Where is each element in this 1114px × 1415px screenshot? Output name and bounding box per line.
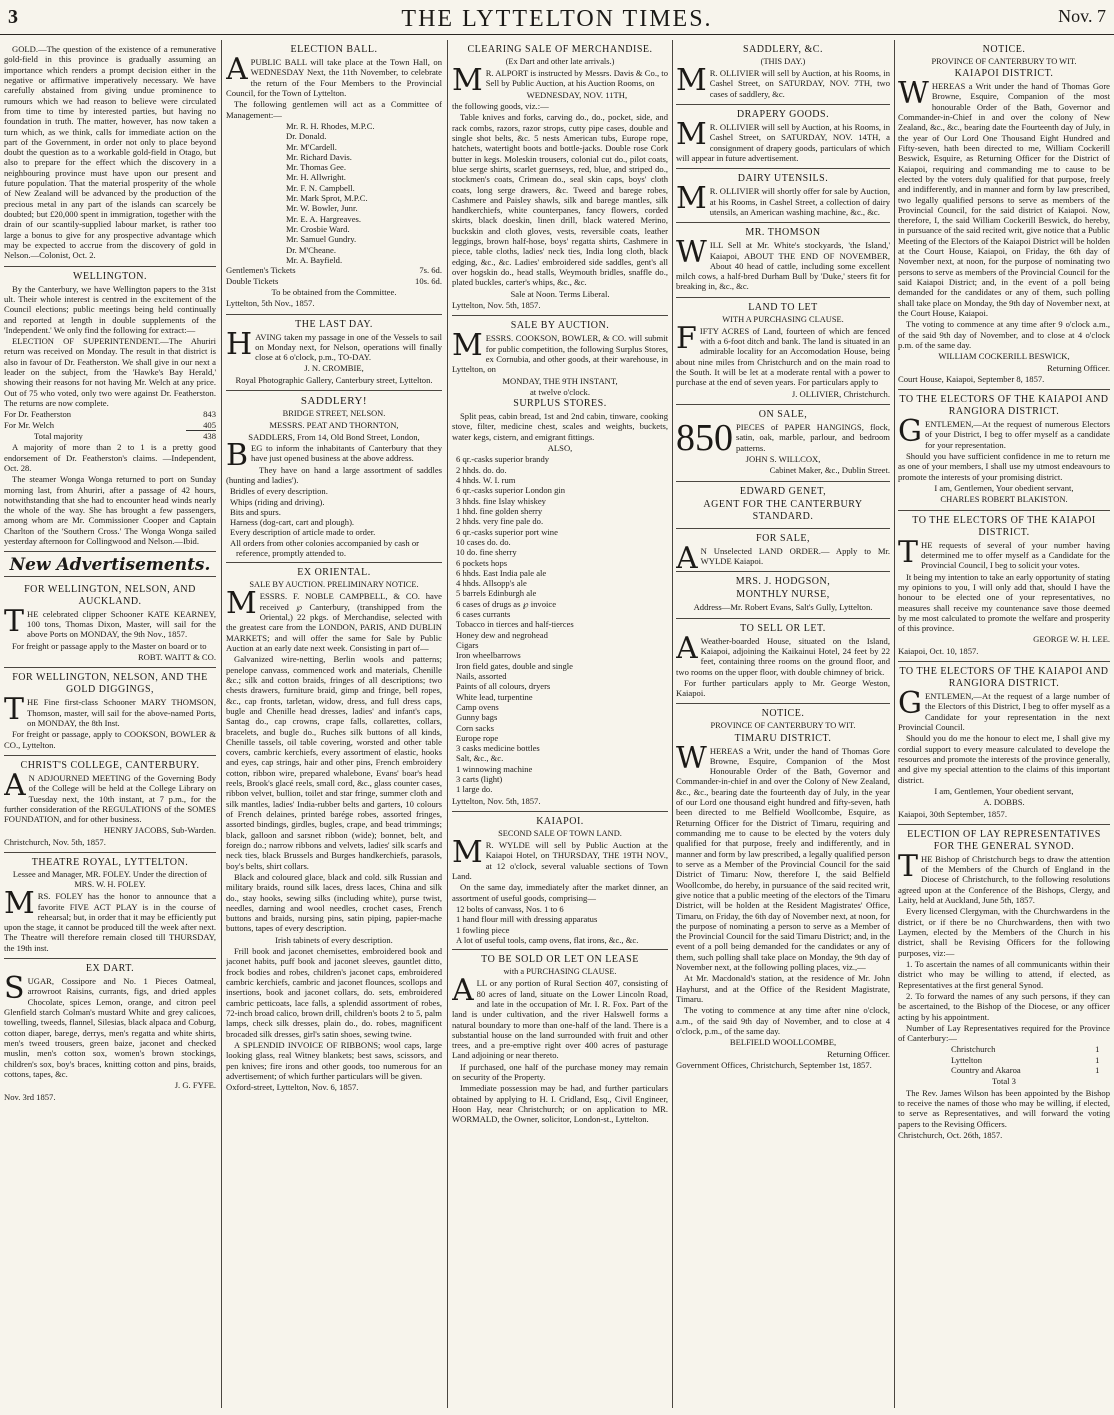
list-item: Gunny bags <box>456 712 498 723</box>
ad-text: GENTLEMEN,—At the request of a large number of the Electors of this District, I beg to offer myself as a Candidate for your representation in the next Provincial Council. <box>898 686 1110 733</box>
ad-text: MR. WYLDE will sell by Public Auction at the Kaiapoi Hotel, on THURSDAY, THE 19TH NOV., at 12 o'clock, several valuable sections of Town Land. <box>452 835 668 882</box>
list-item: 1 winnowing machine <box>456 763 533 774</box>
ad-subheading: WITH A PURCHASING CLAUSE. <box>722 314 844 324</box>
ad-drapery <box>676 105 890 169</box>
address-dobbs <box>898 662 1110 825</box>
ad-heading: DAIRY UTENSILS. <box>737 173 829 185</box>
ad-text: 1. To ascertain the names of all communicants within their district who may be willing to attend, if elected, as Representatives at the first general Synod. <box>898 958 1110 990</box>
list-item: Bits and spurs. <box>230 506 281 517</box>
ad-date: Kaiapoi, Oct. 10, 1857. <box>898 645 979 656</box>
ad-signature: J. G. FYFE. <box>174 1080 216 1091</box>
ad-signature: JOHN S. WILLCOX, <box>745 454 821 465</box>
list-item: 6 cases of drugs as ℘ invoice <box>456 598 557 609</box>
ad-text: SUGAR, Cossipore and No. 1 Pieces Oatmeal, arrowroot Raisins, currants, figs, and dried apples Chocolate, spices Lemon, orange, and citron peel Glenfield starch Colman's mustard White and grey calicoes, towelling, tweeds, flannel, Silesias, black alpaca and Coburg, cotton diaper, barege, derrys, men's regatta and white shirts, men's tweed trousers, green baize, jaconet and checked muslin, men's cotton sox, women's brown stockings, children's sox, boy's braces, knitting cotton and pins, braids, cottons, tapes, &c. <box>4 971 216 1079</box>
ad-terms: Sale at Noon. Terms Liberal. <box>510 288 610 299</box>
ad-text: MRS. FOLEY has the honor to announce that a favorite FIVE ACT PLAY is in the course of rehearsal; but, in order that it may be efficiently put upon the stage, it cannot be produced till the week after next. The Theatre will therefore remain closed till THURSDAY, the 19th inst. <box>4 886 216 953</box>
ad-text: MR. OLLIVIER will shortly offer for sale by Auction, at his Rooms, in Cashel Street, a collection of dairy utensils, an American washing machine, &c., &c. <box>676 181 890 217</box>
ticket-name: Double Tickets <box>226 275 279 286</box>
ad-signature: J. OLLIVIER, Christchurch. <box>791 388 890 399</box>
ad-subheading: with a PURCHASING CLAUSE. <box>503 967 617 977</box>
list-item: 6 hhds. East India pale ale <box>456 567 547 578</box>
ad-text: For freight or passage apply to the Master on board or to <box>12 640 207 651</box>
ad-heading: LAND TO LET <box>748 301 818 313</box>
ad-heading: MR. THOMSON <box>745 227 821 239</box>
ad-date: Kaiapoi, 30th September, 1857. <box>898 808 1007 819</box>
list-item: Mr. H. Allwright. <box>286 172 346 183</box>
ad-ex-dart <box>4 959 216 1107</box>
address-lee <box>898 511 1110 662</box>
list-item: 10 cases do. do. <box>456 536 511 547</box>
list-item: Nails, assorted <box>456 670 507 681</box>
column-rule <box>447 40 448 1408</box>
list-item: 6 qr.-casks superior London gin <box>456 485 566 496</box>
list-item: Bridles of every description. <box>230 486 328 497</box>
list-item: Mr. Richard Davis. <box>286 151 352 162</box>
ad-date: Christchurch, Oct. 26th, 1857. <box>898 1129 1003 1140</box>
ticket-price: 10s. 6d. <box>415 275 442 286</box>
list-item: Mr. E. A. Hargreaves. <box>286 213 362 224</box>
notice-kaiapoi <box>898 40 1110 390</box>
ad-signature: J. N. CROMBIE, <box>304 363 364 374</box>
article-heading: WELLINGTON. <box>73 270 147 282</box>
ad-land-to-let <box>676 298 890 405</box>
column-1 <box>4 40 216 1410</box>
new-advertisements-heading: New Advertisements. <box>4 555 216 576</box>
ad-text: MESSRS. COOKSON, BOWLER, & CO. will submit for public competition, the following Surplus Stores, ex Cornubia, and other goods, at their warehouse, in Lyttelton, on <box>452 328 668 375</box>
ad-subheading: SALE BY AUCTION. PRELIMINARY NOTICE. <box>249 580 419 590</box>
ad-text: Number of Lay Representatives required for the Province of Canterbury:— <box>898 1022 1110 1044</box>
ad-heading: ELECTION OF LAY REPRESENTATIVES FOR THE GENERAL SYNOD. <box>907 828 1101 852</box>
ad-text: GENTLEMEN,—At the request of numerous Electors of your District, I beg to offer myself as a candidate for your representation. <box>898 414 1110 450</box>
column-4 <box>676 40 890 1410</box>
list-item: 6 pockets hops <box>456 557 508 568</box>
ad-last-day <box>226 315 442 392</box>
article-text: GOLD.—The question of the existence of a remunerative gold-field in this province is gradually assuming an importance which renders a prompt decision either in the negative or affirmative imperatively necessary. We have carefully abstained from giving undue prominence to rumours which we had reason to believe were circulated from time to time by interested parties, but having no foundation in truth. The matter, however, has now taken a turn which, as we think, calls for immediate action on the part of the Government, in order not only to place beyond doubt the question as to a workable gold-field in Otago, but also to prepare for the effect which the discovery in a neighbouring province must have upon our present and future population. That the material prosperity of the whole of New Zealand will be advanced by the production of the precious metal in any part of the islands can scarcely be doubted; but £20,000 spent in immigration, together with the drain of our scantily-supplied labour market, is rather too large a bonus to give for any prospective advantage which may be expected to accrue from the discovery of gold in Nelson.—Colonist, Oct. 2. <box>4 44 216 261</box>
ticket-name: Gentlemen's Tickets <box>226 265 296 276</box>
list-item: Salt, &c., &c. <box>456 753 504 764</box>
table-row <box>4 430 216 441</box>
ad-heading: CHRIST'S COLLEGE, CANTERBURY. <box>20 759 200 771</box>
list-item: 3 carts (light) <box>456 774 503 785</box>
ad-text: MR. OLLIVIER will sell by Auction, at his Rooms, in Cashel Street, on SATURDAY, NOV. 7TH, two cases of saddlery, &c. <box>676 63 890 99</box>
ad-text: BEG to inform the inhabitants of Canterbury that they have just opened business at the above address. <box>226 437 442 473</box>
ad-subheading: (Ex Dart and other late arrivals.) <box>505 57 615 66</box>
table-row <box>226 265 442 275</box>
ad-heading: FOR WELLINGTON, NELSON, AND THE GOLD DIGGINGS, <box>12 672 208 696</box>
ad-text: The voting to commence at any time after 9 o'clock a.m., of the said 9th day of November, and to close at 4 o'clock p.m. of the same day. <box>898 319 1110 350</box>
ad-heading: EX ORIENTAL. <box>297 567 371 579</box>
ad-hodgson <box>676 572 890 618</box>
notice-timaru <box>676 704 890 1075</box>
ad-subheading: KAIAPOI DISTRICT. <box>954 68 1054 80</box>
poll-name: For Dr. Featherston <box>4 409 72 420</box>
ad-lease <box>452 950 668 1129</box>
ticket-price: 7s. 6d. <box>419 265 442 276</box>
ad-subheading: (THIS DAY.) <box>760 57 806 66</box>
ad-signature: CHARLES ROBERT BLAKISTON. <box>940 494 1068 505</box>
ad-heading: ON SALE, <box>758 409 808 421</box>
ad-date: MONDAY, THE 9TH INSTANT, <box>502 375 618 386</box>
ad-text: AGENT FOR THE CANTERBURY STANDARD. <box>703 498 863 522</box>
ad-date: Lyttelton, 5th Nov., 1857. <box>226 298 315 309</box>
ad-subheading: Lessee and Manager, MR. FOLEY. Under the direction of MRS. W. H. FOLEY. <box>12 870 208 890</box>
ad-text: A SPLENDID INVOICE OF RIBBONS; wool caps, large looking glass, real Witney blankets; best saws, scissors, and pen knives; fire irons and other goods, too numerous for an advertisement; of which further particulars will be given. <box>226 1039 442 1081</box>
list-item: 4 hhds. W. I. rum <box>456 475 516 486</box>
table-row <box>226 276 442 286</box>
ad-heading: TO THE ELECTORS OF THE KAIAPOI DISTRICT. <box>912 514 1096 538</box>
ad-subheading: PROVINCE OF CANTERBURY TO WIT. <box>931 57 1077 66</box>
list-item: Iron field gates, double and single <box>456 660 573 671</box>
ad-heading: NOTICE. <box>982 44 1026 55</box>
ad-signature: Returning Officer. <box>827 1048 890 1059</box>
ad-text: Should you do me the honour to elect me, I shall give my cordial support to every measure calculated to develope the resources and promote the interests of the province generally, and give my special attention to the claims of this important district. <box>898 733 1110 785</box>
ad-ex-oriental <box>226 563 442 1097</box>
ad-heading: TO THE ELECTORS OF THE KAIAPOI AND RANGIORA DISTRICT. <box>899 394 1109 418</box>
ad-text: Should you have sufficient confidence in me to return me as one of your members, I shall use my utmost endeavours to promote the interests of your promising district. <box>898 451 1110 482</box>
ad-text: 2. To forward the names of any such persons, if they can be ascertained, to the Bishop of the Diocese, or any officer acting by his appointment. <box>898 990 1110 1022</box>
ad-christs-college <box>4 756 216 853</box>
ad-text: I am, Gentlemen, Your obedient servant, <box>934 483 1074 494</box>
list-item: 10 do. fine sherry <box>456 547 517 558</box>
poll-votes: 405 <box>203 419 216 430</box>
masthead <box>0 0 1114 35</box>
list-item: 1 hhd. fine golden sherry <box>456 505 543 516</box>
ad-text: For further particulars apply to Mr. George Weston, Kaiapoi. <box>676 677 890 699</box>
list-item: Honey dew and negrohead <box>456 629 548 640</box>
column-3 <box>452 40 668 1410</box>
ad-subheading: BRIDGE STREET, NELSON. <box>282 409 386 419</box>
ad-text: The Rev. James Wilson has been appointed by the Bishop to receive the names of those who may be willing, if elected, to serve as Representatives, and will forward the voting papers to the Revising Officers. <box>898 1087 1110 1129</box>
majority-label: Total majority <box>34 430 83 441</box>
list-item: Dr. Donald. <box>286 131 327 142</box>
issue-date: Nov. 7 <box>1058 6 1106 26</box>
list-item: Mr. W. Bowler, Junr. <box>286 203 358 214</box>
ad-text: They have on hand a large assortment of saddles (hunting and ladies'). <box>226 464 442 485</box>
ad-text: WHEREAS a Writ under the hand of Thomas Gore Browne, Esquire, Companion of the most honourable Order of the Bath, Governor and Commander-in-Chief in and over the colony of New Zealand, &c., &c., bearing date the Fourteenth day of July, in the year of Our Lord One Thousand Eight Hundred and Fifty-seven, hath been directed to me, William Cockerill Beswick, Esquire, as Returning Officer for the District of Kaiapoi, requiring and commanding me to cause to be elected by the voters duly qualified for that purpose, freely and indifferently, and in manner and form by law prescribed, two legally qualified persons to serve as members of the Provincial Council, for the said district of Kaiapoi. Now, therefore, I, the said William Cockerill Beswick, do hereby, in pursuance of the said recited writ, give notice that a Public Meeting of the Electors of the Kaiapoi District will be holden at the Court House, Kaiapoi, on Friday, the 6th day of November next, at noon, for the purpose of nominating two persons to serve as members of the Provincial Council for the said Kaiapoi District; and, in the event of a poll being demanded for the candidates or any of them, such polling shall take place on Monday, the 9th day of November next, at the Court House, Kaiapoi. <box>898 76 1110 318</box>
list-item: 5 barrels Edinburgh ale <box>456 588 537 599</box>
ad-clearing-sale <box>452 40 668 316</box>
list-item: Whips (riding and driving). <box>230 496 325 507</box>
list-item: Mr. F. N. Campbell. <box>286 182 355 193</box>
list-item: Iron wheelbarrows <box>456 650 521 661</box>
ad-date: Court House, Kaiapoi, September 8, 1857. <box>898 373 1045 384</box>
list-item: Every description of article made to order. <box>230 527 376 538</box>
district-name: Lyttelton <box>951 1054 983 1065</box>
representatives-total: Total 3 <box>992 1076 1016 1087</box>
list-item: A lot of useful tools, camp ovens, flat irons, &c., &c. <box>456 934 639 945</box>
ad-text: WHEREAS a Writ, under the hand of Thomas Gore Browne, Esquire, Companion of the Most Honourable Order of the Bath, Governor and Commander-in-chief in and over the Colony of New Zealand, &c., &c., bearing date the fourteenth day of July, in the year of our Lord one thousand eight hundred and fifty-seven, hath been directed to me Belfield Woollcombe, Esquire, as Returning Officer for the District of Timaru, requiring and commanding me to cause to be elected by the voters duly qualified for that purpose, freely and indifferently, and in manner and form by law prescribed, a legally qualified person to serve as a Member of the Provincial Council for the said District of Timaru: Now, therefore I, the said Belfield Woollcombe, do hereby, in pursuance of the said recited writ, give notice that a public meeting of the electors of the Timaru District, will be holden at the Resident Magistrates' Office, Timaru, on Friday, the 6th day of November next, at noon, for the purpose of nominating a person to serve as a Member of the Provincial Council for the said Timaru District; and, in the event of a poll being demanded for the candidates or any of them, such polling shall take place on Monday, the 9th day of November next, at the following polling places, viz.,— <box>676 740 890 973</box>
ad-text: The voting to commence at any time after nine o'clock, a.m., of the said 9th day of November, and to close at 4 o'clock, p.m., of the same day. <box>676 1005 890 1036</box>
ad-subheading: TIMARU DISTRICT. <box>734 732 832 744</box>
ad-mary-thomson <box>4 668 216 756</box>
list-item: 1 hand flour mill with dressing apparatus <box>456 914 598 925</box>
poll-table <box>4 409 216 441</box>
ad-signature: ROBT. WAITT & CO. <box>137 652 216 663</box>
district-name: Country and Akaroa <box>951 1065 1021 1076</box>
ad-thomson <box>676 223 890 298</box>
ad-signature: Cabinet Maker, &c., Dublin Street. <box>769 465 890 476</box>
ad-election-ball <box>226 40 442 315</box>
ad-heading: FOR SALE, <box>756 532 810 544</box>
ad-text: For freight or passage, apply to COOKSON, BOWLER & CO., Lyttelton. <box>4 729 216 750</box>
list-item: 6 qr.-casks superior port wine <box>456 526 558 537</box>
ad-to-sell-or-let <box>676 619 890 705</box>
majority-value: 438 <box>186 430 216 441</box>
representative-count: 1 <box>1095 1044 1100 1055</box>
ad-heading: ELECTION BALL. <box>290 44 378 55</box>
ad-theatre-royal <box>4 853 216 959</box>
table-row <box>4 409 216 419</box>
column-rule <box>221 40 222 1408</box>
ad-text: If purchased, one half of the purchase money may remain on security of the Property. <box>452 1061 668 1083</box>
ad-text: Table knives and forks, carving do., do., pocket, side, and rack combs, razors, razor strops, cutty pipe cases, double and single shot belts, &c. 5 nests American tubs, Europe rope, hatchets, watertight boots and bottle-jacks. Double rose Cork butter in kegs. Moleskin trousers, colonial cut do., pilot coats, blue serge shirts, scarlet guernseys, red, blue, and striped do., stockmen's coats, Crimean do., seal skin caps, boys' cloth coats, long serge drawers, &c. Tweed and barege robes, Cashmere and Paisley shawls, silk and barege mantles, silk handkerchiefs, white counterpanes, fancy flowers, corded skirts, black doeskin, linen drill, black watered Merino, buckskin and cloth gloves, vests, reversible coats, leather leggings, brown half-hose, boys' regatta shirts, Cashmere in piece, table cloths, ladies' neck ties, India long cloth, black edging, &c., &c. Ladies' embroidered side saddles, gent's all over hogskin do., head stalls, Weymouth bridles, snaffle do., plated buckles, carter's whips, &c., &c. <box>452 112 668 288</box>
ad-date: Lyttelton, Nov. 5th, 1857. <box>452 795 541 806</box>
ad-signature: GEORGE W. H. LEE. <box>1033 634 1110 645</box>
list-item: 6 qr.-casks superior brandy <box>456 454 550 465</box>
list-item: 2 hhds. very fine pale do. <box>456 516 544 527</box>
list-item: Mr. Samuel Gundry. <box>286 234 357 245</box>
list-item: 1 fowling piece <box>456 924 510 935</box>
ad-for-sale <box>676 529 890 576</box>
ad-paper-hangings <box>676 405 890 482</box>
list-item: 3 hhds. fine Islay whiskey <box>456 495 546 506</box>
ad-heading: SADDLERY! <box>300 395 368 408</box>
article-text: By the Canterbury, we have Wellington papers to the 31st ult. Their whole interest is centred in the excitement of the Council elections; public meetings being held continually and reported at length in double supplements of the 'Independent.' We only find the following for extract:— <box>4 283 216 335</box>
table-row <box>951 1044 1099 1054</box>
ad-heading: TO SELL OR LET. <box>740 622 826 634</box>
list-item: Dr. M'Cheane. <box>286 244 336 255</box>
ad-date: Oxford-street, Lyttelton, Nov. 6, 1857. <box>226 1082 359 1093</box>
ad-text: PIECES of PAPER HANGINGS, flock, satin, oak, marble, parlour, and bedroom patterns. <box>736 422 890 453</box>
ad-signature: BELFIELD WOOLLCOMBE, <box>729 1037 837 1048</box>
ad-date: Government Offices, Christchurch, September 1st, 1857. <box>676 1059 872 1070</box>
ad-text: Black and coloured glace, black and cold. silk Russian and military braids, round silk laces, dress laces, China and silk do., stay hooks, sewing silks (including white), purse twist, needles, darning and wool needles, crochet cases, French buttons and braids, nursing pins, satin piping, papier-mache buttons, tapes of every description. <box>226 871 442 934</box>
ad-text: MONTHLY NURSE, <box>736 589 830 601</box>
ad-address: Address—Mr. Robert Evans, Salt's Gully, Lyttelton. <box>693 602 873 613</box>
ad-heading: KAIAPOI. <box>536 816 584 828</box>
ad-sale-by-auction <box>452 316 668 812</box>
ad-subheading: SECOND SALE OF TOWN LAND. <box>498 829 622 839</box>
list-item: Cigars <box>456 640 479 651</box>
ad-genet <box>676 482 890 529</box>
ad-text: Split peas, cabin bread, 1st and 2nd cabin, tinware, cooking stove, filter, medicine chest, scales and weights, buckets, water kegs, cistern, and emigrant fittings. <box>452 411 668 442</box>
ad-heading: CLEARING SALE OF MERCHANDISE. <box>467 44 653 55</box>
ad-text: On the same day, immediately after the market dinner, an assortment of useful goods, comprising— <box>452 882 668 903</box>
list-item: Camp ovens <box>456 701 499 712</box>
ad-firm: MESSRS. PEAT AND THORNTON, <box>269 420 399 431</box>
ad-text: HAVING taken my passage in one of the Vessels to sail on Monday next, for Nelson, operations will finally close at 6 o'clock, p.m., TO-DAY. <box>226 326 442 363</box>
article-text: A majority of more than 2 to 1 is a pretty good endorsement of Dr. Featherston's claims. —Independent, Oct. 28. <box>4 442 216 473</box>
ad-time: at twelve o'clock. <box>529 386 590 397</box>
column-rule <box>894 40 895 1408</box>
list-item: Mr. Crosbie Ward. <box>286 224 350 234</box>
ad-heading: FOR WELLINGTON, NELSON, AND AUCKLAND. <box>24 583 196 607</box>
ad-signature: Royal Photographic Gallery, Canterbury street, Lyttelton. <box>235 374 433 385</box>
ad-firm: SADDLERS, From 14, Old Bond Street, London, <box>248 431 420 442</box>
ad-kaiapoi-land <box>452 812 668 950</box>
saddlery-list <box>226 486 442 558</box>
ad-heading: SALE BY AUCTION. <box>510 320 610 332</box>
list-item: Mr. A. Bayfield. <box>286 254 343 265</box>
list-item: Mr. M'Cardell. <box>286 141 337 152</box>
ad-text: the following goods, viz.:— <box>452 101 549 112</box>
column-2 <box>226 40 442 1410</box>
list-item: Corn sacks <box>456 722 494 733</box>
ad-date: Lyttelton, Nov. 5th, 1857. <box>452 299 541 310</box>
representatives-table <box>951 1044 1099 1075</box>
representative-count: 1 <box>1095 1054 1100 1065</box>
ad-text: THE Bishop of Christchurch begs to draw the attention of the Members of the Church of England in the Diocese of Christchurch, to the following resolutions agreed upon at the Conference of the Bishops, Clergy, and Laity, held at Auckland, June 5th, 1857. <box>898 848 1110 906</box>
list-item: Harness (dog-cart, cart and plough). <box>230 517 355 528</box>
ad-text: AN Unselected LAND ORDER.— Apply to Mr. WYLDE Kaiapoi. <box>676 540 890 576</box>
ad-text: Frill book and jaconet chemisettes, embroidered book and jaconet habits, puff book and jaconet sleeves, gauntlet ditto, frock bodies and robes, children's jaconet caps, embroidered cambric kerchiefs, cambric and jaconet flounces, scollops and insertions, book and jaconet collars, do. sets, embroidered cambric petticoats, lace falls, a splendid assortment of robes, 72-inch broad calico, brown drill, children's boots 2 to 5, palm lamps, check silk dresses, plain do., do. robes, magnificent brocaded silk dresses, girl's satin shoes, sewing twine. <box>226 946 442 1039</box>
newspaper-title: THE LYTTELTON TIMES. <box>401 6 713 32</box>
stores-list <box>452 454 668 794</box>
list-item: White lead, turpentine <box>456 691 533 702</box>
table-row <box>951 1055 1099 1065</box>
notice-lay-representatives <box>898 825 1110 1145</box>
ad-text: The following gentlemen will act as a Committee of Management:— <box>226 99 442 120</box>
ad-heading: SADDLERY, &C. <box>743 44 823 55</box>
ad-text: Immediate possession may be had, and further particulars obtained by applying to H. I. Cridland, Esq., Civil Engineer, Hoon Hay, near Christchurch; or on application to MR. WORMALD, the Owner, solicitor, London-st., Lyttelton. <box>452 1083 668 1125</box>
ad-heading: TO BE SOLD OR LET ON LEASE <box>481 954 639 966</box>
ad-text: To be obtained from the Committee. <box>271 286 397 297</box>
list-item: 3 casks medicine bottles <box>456 743 540 754</box>
goods-list <box>452 904 668 945</box>
ad-heading: EX DART. <box>85 963 135 975</box>
ticket-table <box>226 265 442 286</box>
ad-heading: TO THE ELECTORS OF THE KAIAPOI AND RANGIORA DISTRICT. <box>899 666 1109 690</box>
quantity-number: 850 <box>676 417 733 460</box>
ad-text: MESSRS. F. NOBLE CAMPBELL, & CO. have received ℘ Canterbury, (transhipped from the Oriental,) 22 pkgs. of Merchandise, selected with the greatest care from the LONDON, PARIS, AND DUBLIN MARKETS; and will offer the same for Sale by Public Auction at an early date next week. Consisting in part of— <box>226 586 442 654</box>
ad-text: WILL Sell at Mr. White's stockyards, 'the Island,' Kaiapoi, ABOUT THE END OF NOVEMBER, About 40 head of cattle, including some excellent milch cows, a half-bred Durham Bull by 'Duke,' steers fit for breaking in, &c., &c. <box>676 235 890 292</box>
ad-saddlery-auction <box>676 40 890 105</box>
poll-name: For Mr. Welch <box>4 419 54 430</box>
list-item: 12 bolts of canvass, Nos. 1 to 6 <box>456 903 564 914</box>
list-item: 1 large do. <box>456 784 493 795</box>
address-blakiston <box>898 390 1110 511</box>
ad-date: Christchurch, Nov. 5th, 1857. <box>4 836 106 847</box>
list-item: Paints of all colours, dryers <box>456 681 551 692</box>
ad-heading: THE LAST DAY. <box>295 318 373 330</box>
ad-text: ALL or any portion of Rural Section 407, consisting of 80 acres of land, situate on the Lower Lincoln Road, and late in the occupation of Mr. I. R. Fox. Part of the land is under cultivation, and the river Halswell forms a natural boundary to more than one-half of the land. There is a substantial house on the land surrounded with fruit and other trees, and a pre-emptive right over 400 acres of pasturage Land adjoining or near thereto. <box>452 973 668 1061</box>
ad-text: At Mr. Macdonald's station, at the residence of Mr. John Hayhurst, and at the Office of the Resident Magistrate, Timaru. <box>676 973 890 1005</box>
committee-list <box>226 121 442 265</box>
ad-heading: NOTICE. <box>761 708 805 720</box>
list-item: Tobacco in tierces and half-tierces <box>456 619 574 630</box>
ad-heading: THEATRE ROYAL, LYTTELTON. <box>31 857 189 869</box>
article-gold <box>4 40 216 267</box>
ad-text: THE requests of several of your number having determined me to offer myself as a Candidate for the Provincial Council, I beg to solicit your votes. <box>898 534 1110 571</box>
ad-text: THE Fine first-class Schooner MARY THOMSON, Thomson, master, will sail for the above-named Ports, on MONDAY, the 8th Inst. <box>4 692 216 728</box>
article-text: The steamer Wonga Wonga returned to port on Sunday morning last, from Ahuriri, after a passage of 42 hours, notwithstanding that she had to encounter head winds nearly the whole of the way. She has brought a few passengers, among whom are Mr. Commissioner Cooper and Captain Charlton of the 'Southern Cross.' The Wonga Wonga sailed yesterday afternoon for Collingwood and Nelson.—Ibid. <box>4 474 216 547</box>
ad-subheading: PROVINCE OF CANTERBURY TO WIT. <box>710 721 856 731</box>
ad-heading: EDWARD GENET, <box>739 485 827 497</box>
representative-count: 1 <box>1095 1065 1100 1076</box>
ad-text: Galvanized wire-netting, Berlin wools and patterns; penelope canvass, commenced work and materials, Chenille &c.; silk and cotton braids, fringes of all descriptions; two chests drawers, furniture braid, gimp and fringe, bell ropes, &c., cap fronts, tarletan, widow, dress, and full dress caps, bugle and Chenille head dresses, ladies' and infant's caps, Santag do., cap crowns, crape falls, collarettes, collars, bracelets, and bugle do., Ruches silk buttons of all kinds, Chenille tassels, oil table covering, worsted and other table covers, cambric kerchiefs, every assortment of elastic, hooks and eyes, cap strings, hair and other pins, French embroidery cotton, ribbon wire, prepared whalebone, Evans' boar's head reels, Brook's glacé reels, small cord, &c., glass counter cases, ribbon velvet, bullion, toilet and star fringe, summer cloth and silk mantles, ladies' India-rubber belts and garters, 10 colours of French delaines, printed barége robes, assorted fringes, assorted bindings, girdles, bugles, crape, and bead trimmings; black, galloon and sarsnet ribbon (wide); bonnet, belt, and foreign do.; narrow ribbons and velvets, ladies' silk scarfs and neck ties, black Brussels and Burges handkerchiefs, parasols, boy's belts, shirt collars. <box>226 654 442 871</box>
ad-text: I am, Gentlemen, Your obedient servant, <box>934 785 1074 796</box>
ad-text: AWeather-boarded House, situated on the Island, Kaiapoi, adjoining the Kaikainui Hotel, 24 feet by 22 feet, containing three rooms on the ground floor, and two rooms on the upper floor, with double chimney of brick. <box>676 630 890 677</box>
list-item: Mr. Mark Sprot, M.P.C. <box>286 193 368 204</box>
page-number: 3 <box>8 6 18 28</box>
ad-signature: WILLIAM COCKERILL BESWICK, <box>938 351 1070 362</box>
ad-signature: A. DOBBS. <box>983 797 1025 808</box>
ad-text: THE celebrated clipper Schooner KATE KEARNEY, 100 tons, Thomas Dixon, Master, will sail for the above Ports on MONDAY, the 9th Nov., 1857. <box>4 603 216 640</box>
ad-kate-kearney <box>4 580 216 669</box>
ad-date: Nov. 3rd 1857. <box>4 1091 56 1102</box>
ad-text: It being my intention to take an early opportunity of stating my opinions to you, I will only add that, should I have the honour to be elected one of your representatives, no measures shall receive my countenance save those deemed by me most calculated to promote the welfare and prosperity of this province. <box>898 571 1110 634</box>
table-row <box>4 420 216 431</box>
column-rule <box>672 40 673 1408</box>
ad-text: Irish tabinets of every description. <box>275 934 393 945</box>
list-item: Mr. Thomas Gee. <box>286 162 346 173</box>
ad-subheading: SURPLUS STORES. <box>513 398 607 410</box>
article-wellington <box>4 267 216 553</box>
list-item: 4 hhds. Allsopp's ale <box>456 578 527 589</box>
ad-date: WEDNESDAY, NOV. 11TH, <box>526 89 628 100</box>
column-5 <box>898 40 1110 1410</box>
list-item: 6 cases currants <box>456 609 511 620</box>
ad-heading: MRS. J. HODGSON, <box>735 576 831 588</box>
ad-saddlery <box>226 391 442 563</box>
also-label: ALSO, <box>547 443 573 454</box>
list-item: Mr. R. H. Rhodes, M.P.C. <box>286 120 375 131</box>
ad-signature: Returning Officer. <box>1047 362 1110 373</box>
poll-votes: 843 <box>203 409 216 420</box>
district-name: Christchurch <box>951 1044 996 1055</box>
article-text: ELECTION OF SUPERINTENDENT.—The Ahuriri return was received on Monday. The result in that district is also in favour of Dr. Featherston. We shall give in our next a leader on the subject, from the 'Hawke's Bay Herald,' showing their reasons for not having Mr. Welch at any price. Out of 75 who voted, only two were against Dr. Featherston. The returns are now complete. <box>4 336 216 408</box>
ad-text: Every licensed Clergyman, with the Churchwardens in the district, or if there be no Churchwardens, then with two Laymen, elected by the Members of the Church in his district, shall be Revising Officers for the following purposes, viz:— <box>898 906 1110 958</box>
ad-text: MR. OLLIVIER will sell by Auction, at his Rooms, in Cashel Street, on SATURDAY, NOV. 14TH, a consignment of drapery goods, particulars of which will appear in future advertisement. <box>676 117 890 163</box>
ad-signature: HENRY JACOBS, Sub-Warden. <box>103 825 216 836</box>
table-row <box>951 1065 1099 1075</box>
list-item: All orders from other colonies accompanied by cash or reference, promptly attended to. <box>230 537 419 559</box>
ad-text: APUBLIC BALL will take place at the Town Hall, on WEDNESDAY Next, the 11th November, to celebrate the return of the Four Members to the Provincial Council, for the Town of Lyttelton. <box>226 52 442 98</box>
ad-text: FIFTY ACRES of Land, fourteen of which are fenced with a 6-foot ditch and bank. The land is situated in an admirable locality for an Accomodation House, being about nine miles from Christchurch and on the main road to the South. It will be let at a moderate rental with a power to purchase at the end of seven years. For particulars apply to <box>676 320 890 388</box>
ad-text: AN ADJOURNED MEETING of the Governing Body of the College will be held at the College Library on Tuesday next, the 10th instant, at 7 p.m., for the further consideration of the REGULATIONS of the SOMES FOUNDATION, and for other business. <box>4 767 216 825</box>
list-item: 2 hhds. do. do. <box>456 464 507 475</box>
ad-dairy <box>676 169 890 223</box>
ad-heading: DRAPERY GOODS. <box>736 109 830 121</box>
list-item: Europe rope <box>456 732 499 743</box>
ad-text: MR. ALPORT is instructed by Messrs. Davis & Co., to Sell by Public Auction, at his Auction Rooms, on <box>452 63 668 99</box>
